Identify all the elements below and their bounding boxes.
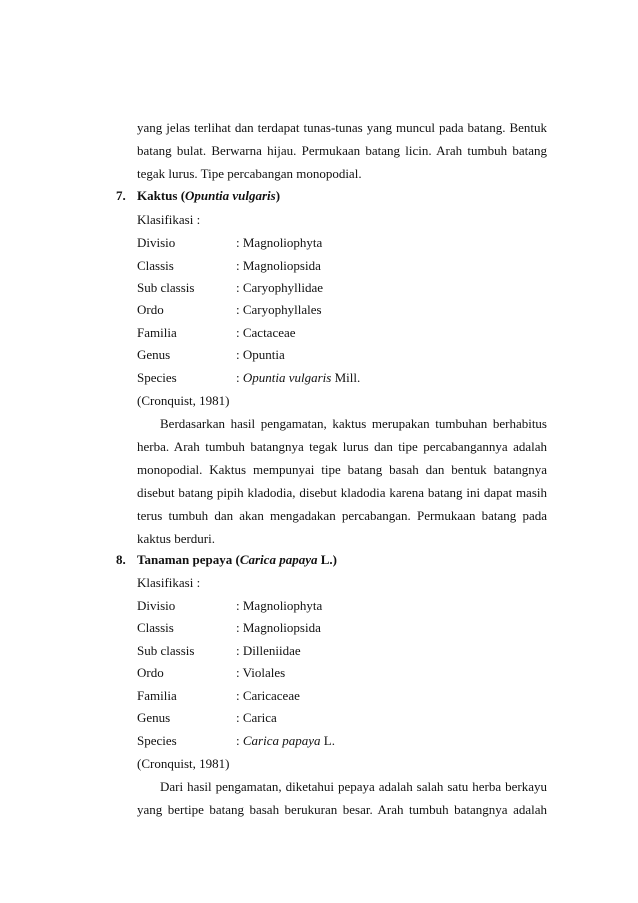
rank-value: : Caricaceae [236, 688, 300, 703]
section-number: 7. [116, 188, 126, 203]
heading-text: Tanaman pepaya ( [137, 552, 240, 567]
rank-value: : Magnoliopsida [236, 258, 321, 273]
intro-line: yang jelas terlihat dan terdapat tunas-tunas yang muncul pada batang. Bentuk [137, 120, 547, 135]
classification-row [137, 617, 547, 639]
rank-name: Species [137, 370, 177, 385]
classification-row [137, 344, 547, 366]
species-colon: : [236, 370, 243, 385]
paragraph-line: herba. Arah tumbuh batangnya tegak lurus dan tipe percabangannya adalah [137, 439, 547, 454]
rank-name: Classis [137, 258, 174, 273]
heading-text: Kaktus ( [137, 188, 186, 203]
rank-name: Familia [137, 688, 177, 703]
species-colon: : [236, 733, 243, 748]
rank-name: Familia [137, 325, 177, 340]
rank-name: Species [137, 733, 177, 748]
rank-value: : Opuntia [236, 347, 285, 362]
species-row [137, 730, 547, 752]
classification-row [137, 662, 547, 684]
heading-scientific-name: Carica papaya [239, 552, 318, 567]
rank-name: Sub classis [137, 643, 195, 658]
classification-row [137, 255, 547, 277]
citation: (Cronquist, 1981) [137, 393, 230, 408]
klasifikasi-label: Klasifikasi : [137, 212, 201, 227]
paragraph-line: terus tumbuh dan akan mengadakan percabangan. Permukaan batang pada [137, 508, 547, 523]
classification-row [137, 322, 547, 344]
rank-name: Genus [137, 347, 171, 362]
klasifikasi-label: Klasifikasi : [137, 575, 201, 590]
section-heading-pepaya [116, 549, 556, 571]
rank-value: : Caryophyllales [236, 302, 322, 317]
paragraph-line: monopodial. Kaktus mempunyai tipe batang basah dan bentuk batangnya [137, 462, 547, 477]
classification-row [137, 595, 547, 617]
citation: (Cronquist, 1981) [137, 756, 230, 771]
rank-name: Divisio [137, 598, 176, 613]
classification-row [137, 640, 547, 662]
heading-text-end: L.) [317, 552, 337, 567]
classification-row [137, 707, 547, 729]
paragraph-line: disebut batang pipih kladodia, disebut kladodia karena batang ini dapat masih [137, 485, 547, 500]
rank-name: Ordo [137, 665, 164, 680]
rank-name: Classis [137, 620, 174, 635]
rank-value: : Carica [236, 710, 277, 725]
species-row [137, 367, 547, 389]
classification-row [137, 232, 547, 254]
species-author: Mill. [331, 370, 361, 385]
rank-name: Genus [137, 710, 171, 725]
classification-row [137, 299, 547, 321]
paragraph-line: kaktus berduri. [137, 531, 215, 546]
rank-name: Ordo [137, 302, 164, 317]
paragraph-line: Dari hasil pengamatan, diketahui pepaya adalah salah satu herba berkayu [160, 779, 547, 794]
rank-value: : Magnoliopsida [236, 620, 321, 635]
rank-value: : Cactaceae [236, 325, 296, 340]
section-heading-kaktus [116, 185, 556, 207]
rank-value: : Dilleniidae [236, 643, 301, 658]
section-number: 8. [116, 552, 126, 567]
rank-value: : Violales [236, 665, 286, 680]
species-name: Opuntia vulgaris [242, 370, 332, 385]
rank-value: : Magnoliophyta [236, 598, 323, 613]
classification-row [137, 277, 547, 299]
rank-value: : Caryophyllidae [236, 280, 324, 295]
heading-scientific-name: Opuntia vulgaris [185, 188, 276, 203]
paragraph-line: Berdasarkan hasil pengamatan, kaktus merupakan tumbuhan berhabitus [160, 416, 547, 431]
species-author: L. [320, 733, 335, 748]
intro-line: batang bulat. Berwarna hijau. Permukaan batang licin. Arah tumbuh batang [137, 143, 547, 158]
heading-text-end: ) [275, 188, 281, 203]
rank-name: Divisio [137, 235, 176, 250]
rank-value: : Magnoliophyta [236, 235, 323, 250]
classification-row [137, 685, 547, 707]
species-name: Carica papaya [242, 733, 321, 748]
paragraph-line: yang bertipe batang basah berukuran besar. Arah tumbuh batangnya adalah [137, 802, 547, 817]
intro-line: tegak lurus. Tipe percabangan monopodial. [137, 166, 362, 181]
rank-name: Sub classis [137, 280, 195, 295]
